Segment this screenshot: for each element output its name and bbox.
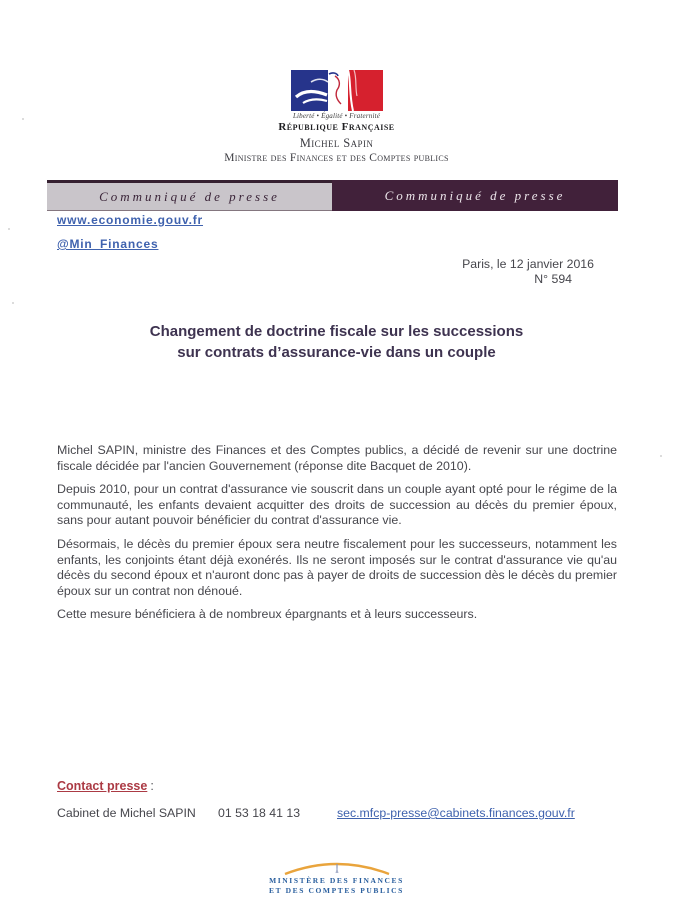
- press-banner-dark: [332, 180, 618, 211]
- page-title-line2: sur contrats d’assurance-vie dans un couple: [177, 344, 496, 361]
- contact-cabinet: Cabinet de Michel SAPIN: [57, 806, 196, 820]
- scan-speckle: [12, 302, 14, 304]
- minister-block: [0, 136, 673, 164]
- minister-title: Ministre des Finances et des Comptes publics: [224, 152, 449, 164]
- paragraph: Désormais, le décès du premier époux sera neutre fiscalement pour les successeurs, notamment les enfants, les conjoints étant déjà exonérés. Ils ne seront imposés sur le contrat d'assurance vie qu'au décès du second époux et n'auront donc pas à payer de droits de succession dès le décès du premier époux sur un contrat non dénoué.: [57, 536, 617, 598]
- press-banner-row: [47, 180, 618, 211]
- ministry-dome-icon: [279, 852, 395, 878]
- contact-heading: [57, 779, 154, 793]
- contact-email-link[interactable]: sec.mfcp-presse@cabinets.finances.gouv.fr: [337, 806, 575, 820]
- footer-ministry-line2: ET DES COMPTES PUBLICS: [269, 885, 404, 895]
- ministry-footer: [0, 852, 673, 895]
- document-number: N° 594: [534, 271, 572, 286]
- contact-row: [57, 806, 617, 824]
- dateline-place-date: Paris, le 12 janvier 2016: [462, 257, 594, 271]
- logo-republic-label: République Française: [278, 121, 395, 133]
- body-text: [57, 443, 617, 631]
- paragraph: Cette mesure bénéficiera à de nombreux épargnants et à leurs successeurs.: [57, 607, 478, 622]
- press-banner-light-label: Communiqué de presse: [99, 188, 280, 204]
- page-title: [0, 321, 673, 363]
- republique-francaise-logo: [0, 70, 673, 133]
- dateline: [462, 257, 594, 286]
- minister-name: Michel Sapin: [299, 136, 374, 150]
- paragraph: Depuis 2010, pour un contrat d'assurance vie souscrit dans un couple ayant opté pour le régime de la communauté, les enfants devaient acquitter des droits de succession au décès du premier époux, sans pour autant pouvoir bénéficier du contrat d'assurance vie.: [57, 482, 617, 528]
- contact-heading-separator: :: [150, 779, 154, 793]
- twitter-link[interactable]: @Min_Finances: [57, 237, 159, 251]
- press-banner-dark-label: Communiqué de presse: [384, 187, 566, 203]
- contact-heading-label: Contact presse: [57, 779, 148, 793]
- website-link[interactable]: www.economie.gouv.fr: [57, 213, 204, 227]
- scan-speckle: [660, 455, 662, 457]
- footer-ministry-line1: MINISTÈRE DES FINANCES: [269, 876, 404, 885]
- paragraph: Michel SAPIN, ministre des Finances et des Comptes publics, a décidé de revenir sur une doctrine fiscale décidée par l'ancien Gouvernement (réponse dite Bacquet de 2010).: [57, 443, 617, 473]
- logo-motto: Liberté • Égalité • Fraternité: [292, 112, 381, 120]
- contact-phone: 01 53 18 41 13: [218, 806, 301, 820]
- press-banner-light: [47, 180, 332, 211]
- marianne-flag-icon: [291, 70, 383, 111]
- scan-speckle: [8, 228, 10, 230]
- page-title-line1: Changement de doctrine fiscale sur les successions: [149, 323, 524, 340]
